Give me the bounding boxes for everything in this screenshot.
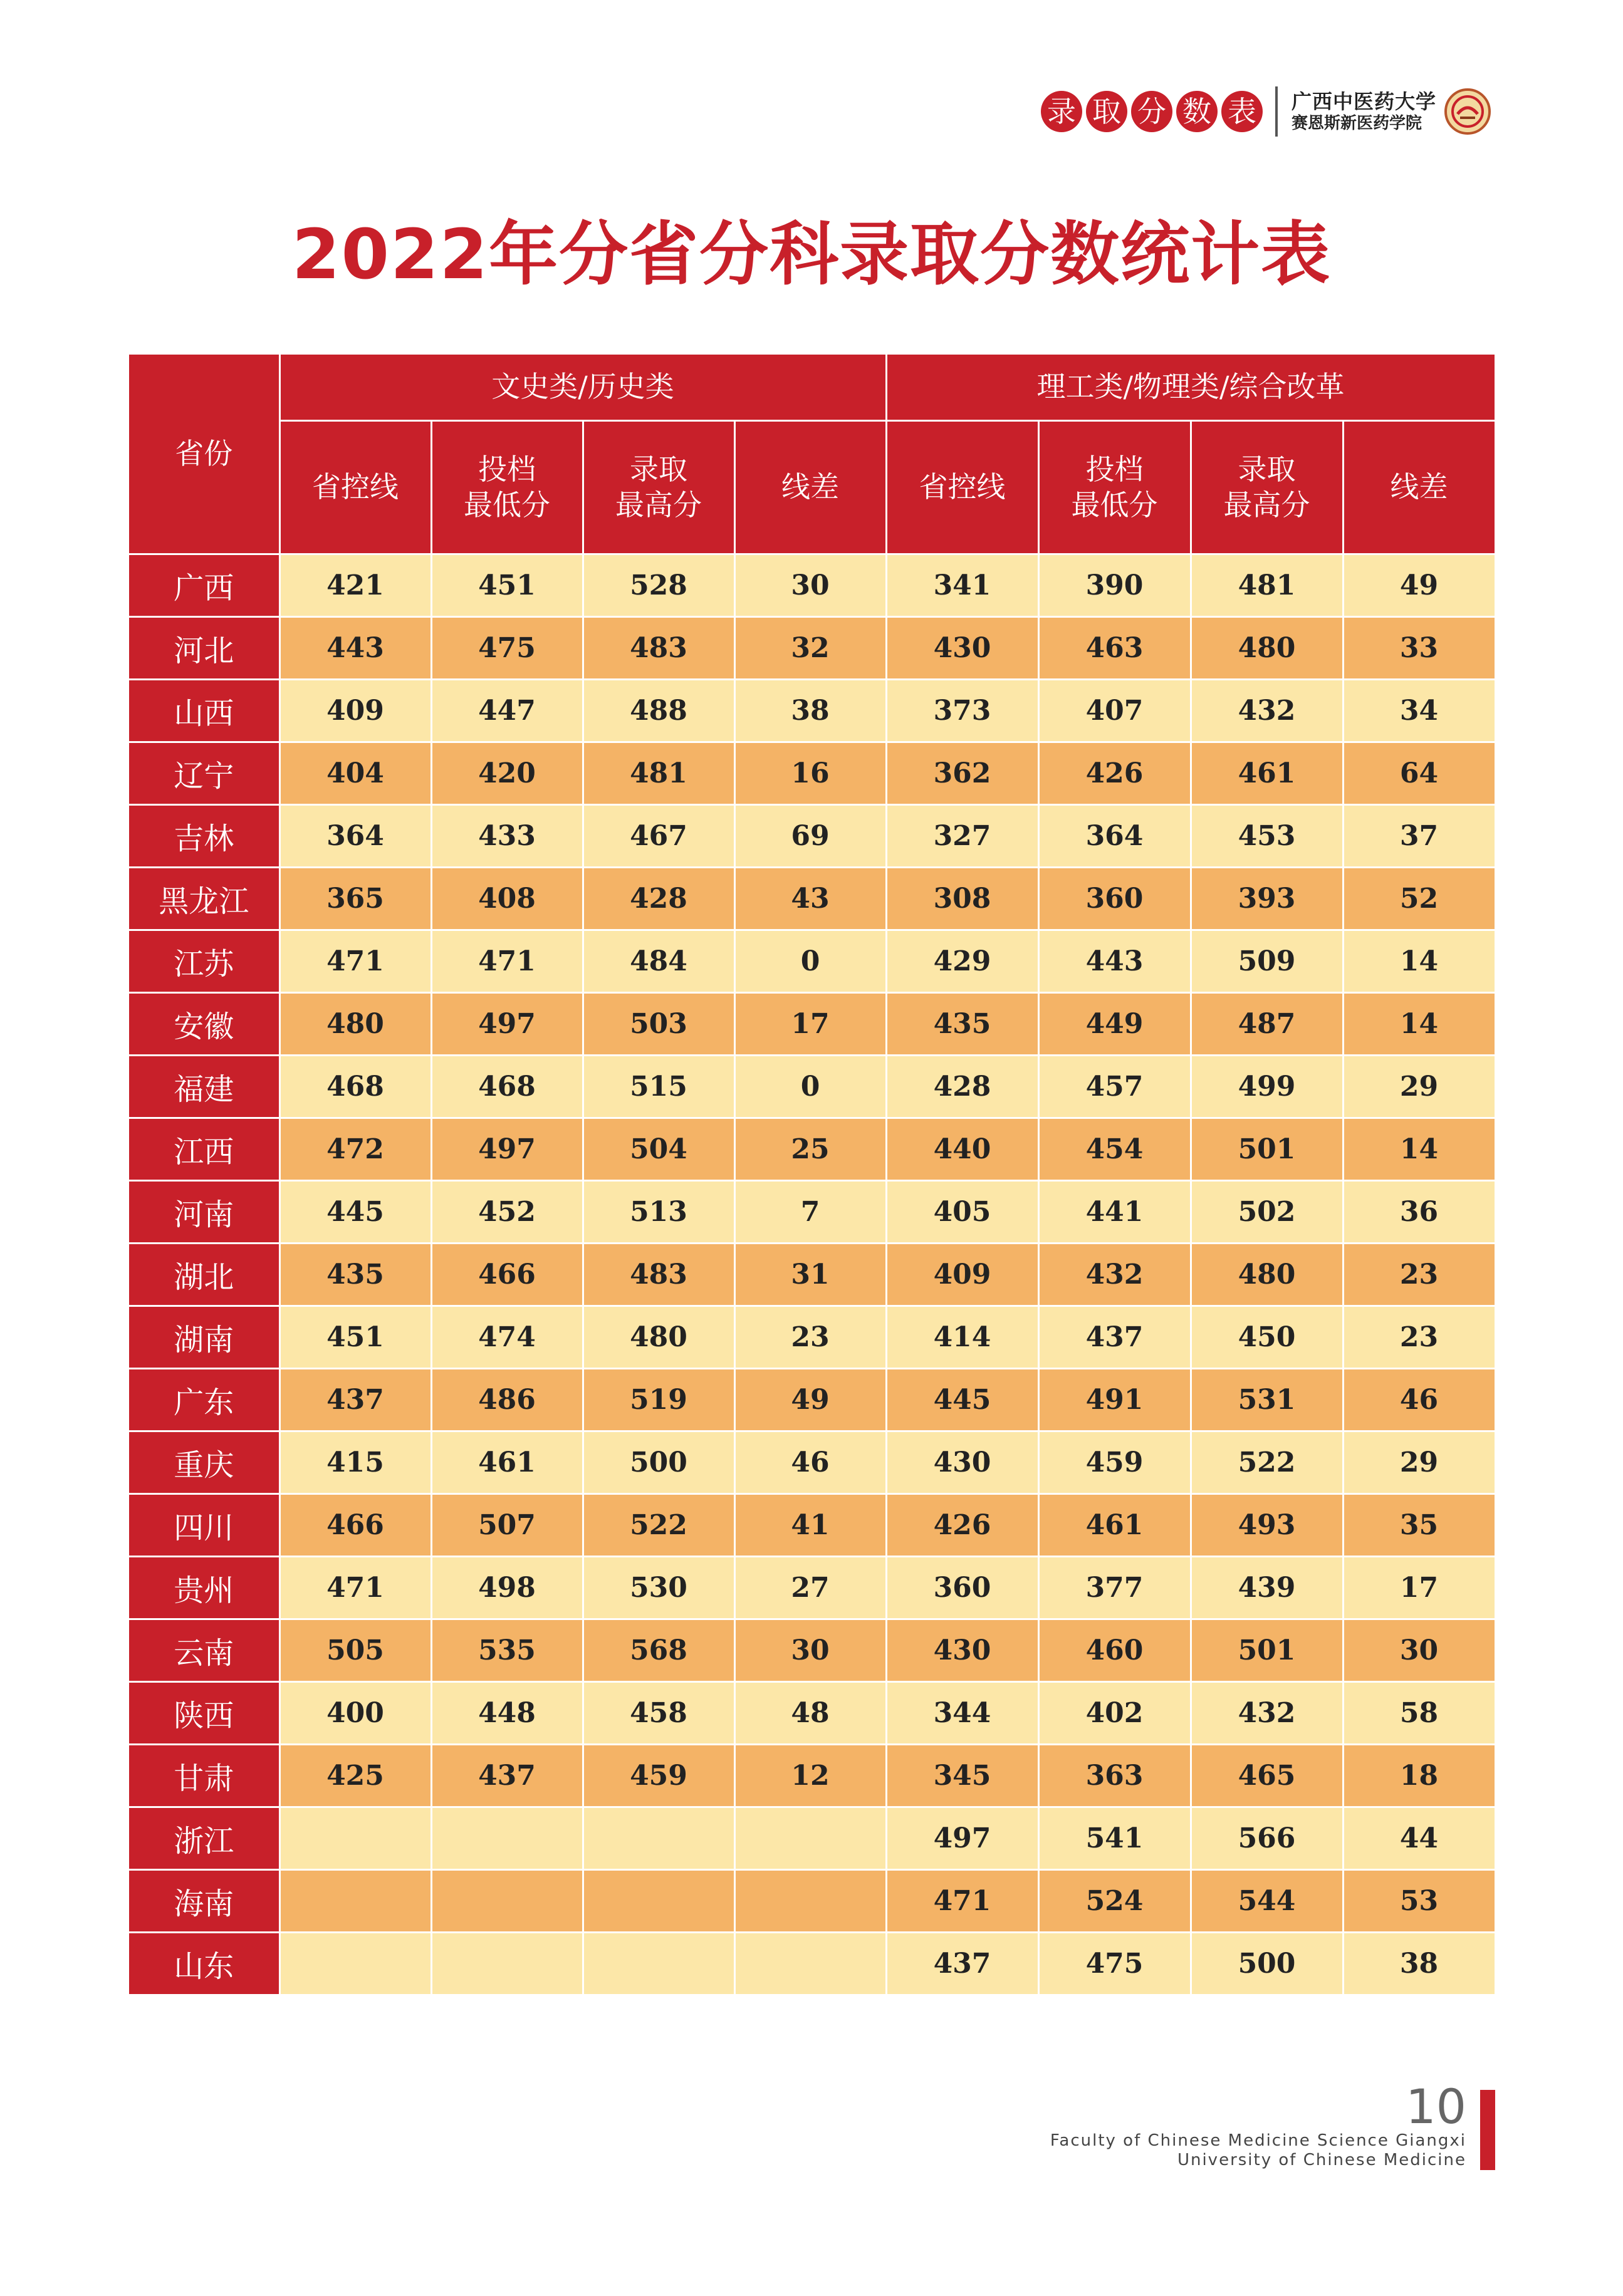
- subheader-max-score: 录取 最高分: [1191, 421, 1343, 554]
- score-cell: 480: [583, 1306, 734, 1369]
- score-cell: 461: [431, 1431, 583, 1494]
- table-row: [129, 1431, 1495, 1494]
- score-cell: 509: [1191, 930, 1343, 993]
- score-cell: 16: [734, 742, 886, 805]
- table-row: [129, 868, 1495, 930]
- province-cell: 甘肃: [129, 1745, 279, 1807]
- score-cell: 404: [279, 742, 431, 805]
- table-row: [129, 554, 1495, 617]
- score-cell: 437: [886, 1933, 1038, 1995]
- score-cell: 360: [1038, 868, 1191, 930]
- score-cell: [279, 1807, 431, 1870]
- group-header-liberal-arts: 文史类/历史类: [279, 355, 886, 421]
- score-cell: 497: [431, 993, 583, 1056]
- province-cell: 重庆: [129, 1431, 279, 1494]
- score-cell: 497: [431, 1118, 583, 1181]
- score-cell: 450: [1191, 1306, 1343, 1369]
- group-header-science: 理工类/物理类/综合改革: [886, 355, 1495, 421]
- score-cell: 465: [1191, 1745, 1343, 1807]
- score-cell: 471: [886, 1870, 1038, 1933]
- table-row: [129, 805, 1495, 868]
- score-cell: [734, 1807, 886, 1870]
- score-cell: 459: [1038, 1431, 1191, 1494]
- score-cell: [279, 1870, 431, 1933]
- score-cell: 522: [1191, 1431, 1343, 1494]
- score-cell: 327: [886, 805, 1038, 868]
- score-cell: 568: [583, 1619, 734, 1682]
- subheader-min-score: 投档 最低分: [431, 421, 583, 554]
- score-cell: 58: [1343, 1682, 1495, 1745]
- subheader-line-gap: 线差: [734, 421, 886, 554]
- score-cell: [431, 1933, 583, 1995]
- score-cell: 14: [1343, 930, 1495, 993]
- score-cell: 365: [279, 868, 431, 930]
- college-emblem-icon: [1444, 88, 1491, 135]
- score-cell: 408: [431, 868, 583, 930]
- badge-char: 数: [1176, 91, 1218, 132]
- score-cell: 31: [734, 1244, 886, 1306]
- score-cell: 17: [734, 993, 886, 1056]
- badge-char: 录: [1041, 91, 1082, 132]
- school-name-line2: 赛恩斯新医药学院: [1291, 113, 1422, 133]
- score-cell: 503: [583, 993, 734, 1056]
- score-cell: 36: [1343, 1181, 1495, 1244]
- score-cell: 471: [431, 930, 583, 993]
- score-cell: 449: [1038, 993, 1191, 1056]
- score-cell: 426: [1038, 742, 1191, 805]
- score-cell: [734, 1870, 886, 1933]
- score-cell: 471: [279, 930, 431, 993]
- score-cell: 480: [279, 993, 431, 1056]
- score-cell: 437: [431, 1745, 583, 1807]
- score-cell: 483: [583, 617, 734, 680]
- province-cell: 四川: [129, 1494, 279, 1557]
- table-row: [129, 1619, 1495, 1682]
- score-cell: 344: [886, 1682, 1038, 1745]
- score-cell: 486: [431, 1369, 583, 1431]
- score-cell: 409: [279, 680, 431, 742]
- score-cell: 400: [279, 1682, 431, 1745]
- score-cell: 439: [1191, 1557, 1343, 1619]
- score-cell: 30: [734, 1619, 886, 1682]
- score-cell: [583, 1870, 734, 1933]
- score-cell: 475: [1038, 1933, 1191, 1995]
- page-header: [1041, 80, 1491, 143]
- table-row: [129, 1181, 1495, 1244]
- table-row: [129, 1807, 1495, 1870]
- score-cell: 451: [279, 1306, 431, 1369]
- province-cell: 湖南: [129, 1306, 279, 1369]
- score-cell: 432: [1191, 680, 1343, 742]
- province-cell: 海南: [129, 1870, 279, 1933]
- score-cell: 32: [734, 617, 886, 680]
- score-cell: 443: [1038, 930, 1191, 993]
- table-row: [129, 1870, 1495, 1933]
- score-cell: 498: [431, 1557, 583, 1619]
- province-cell: 云南: [129, 1619, 279, 1682]
- badge-char: 表: [1221, 91, 1263, 132]
- score-cell: 37: [1343, 805, 1495, 868]
- score-cell: 364: [279, 805, 431, 868]
- score-cell: 341: [886, 554, 1038, 617]
- score-cell: 447: [431, 680, 583, 742]
- table-row: [129, 1056, 1495, 1118]
- score-cell: 373: [886, 680, 1038, 742]
- score-cell: 480: [1191, 1244, 1343, 1306]
- score-cell: 441: [1038, 1181, 1191, 1244]
- score-cell: 451: [431, 554, 583, 617]
- score-cell: 468: [279, 1056, 431, 1118]
- table-row: [129, 1306, 1495, 1369]
- score-cell: 530: [583, 1557, 734, 1619]
- score-cell: 461: [1191, 742, 1343, 805]
- score-cell: 488: [583, 680, 734, 742]
- score-cell: 432: [1038, 1244, 1191, 1306]
- score-cell: [431, 1870, 583, 1933]
- score-cell: 414: [886, 1306, 1038, 1369]
- score-cell: 29: [1343, 1431, 1495, 1494]
- score-cell: 519: [583, 1369, 734, 1431]
- score-cell: 440: [886, 1118, 1038, 1181]
- province-cell: 湖北: [129, 1244, 279, 1306]
- table-row: [129, 930, 1495, 993]
- score-cell: 308: [886, 868, 1038, 930]
- score-cell: 430: [886, 1619, 1038, 1682]
- score-cell: [734, 1933, 886, 1995]
- footer-line1: Faculty of Chinese Medicine Science Giangxi: [1050, 2131, 1466, 2150]
- score-cell: 30: [1343, 1619, 1495, 1682]
- table-row: [129, 1118, 1495, 1181]
- score-cell: 472: [279, 1118, 431, 1181]
- score-cell: 38: [1343, 1933, 1495, 1995]
- score-cell: 437: [279, 1369, 431, 1431]
- score-cell: 409: [886, 1244, 1038, 1306]
- score-cell: 46: [1343, 1369, 1495, 1431]
- score-cell: 27: [734, 1557, 886, 1619]
- score-cell: 481: [1191, 554, 1343, 617]
- table-row: [129, 680, 1495, 742]
- score-cell: 466: [279, 1494, 431, 1557]
- score-cell: 500: [1191, 1933, 1343, 1995]
- score-cell: 458: [583, 1682, 734, 1745]
- score-cell: 493: [1191, 1494, 1343, 1557]
- score-cell: 544: [1191, 1870, 1343, 1933]
- score-cell: 428: [583, 868, 734, 930]
- score-cell: 432: [1191, 1682, 1343, 1745]
- table-row: [129, 1369, 1495, 1431]
- province-cell: 山东: [129, 1933, 279, 1995]
- score-cell: 445: [279, 1181, 431, 1244]
- subheader-min-score: 投档 最低分: [1038, 421, 1191, 554]
- page-title: 2022年分省分科录取分数统计表: [291, 214, 1332, 294]
- score-cell: 425: [279, 1745, 431, 1807]
- score-cell: 437: [1038, 1306, 1191, 1369]
- province-cell: 吉林: [129, 805, 279, 868]
- province-cell: 广西: [129, 554, 279, 617]
- score-cell: [431, 1807, 583, 1870]
- subheader-max-score: 录取 最高分: [583, 421, 734, 554]
- score-cell: 480: [1191, 617, 1343, 680]
- score-cell: 23: [734, 1306, 886, 1369]
- score-cell: 0: [734, 930, 886, 993]
- score-cell: 522: [583, 1494, 734, 1557]
- score-cell: 421: [279, 554, 431, 617]
- score-cell: 499: [1191, 1056, 1343, 1118]
- score-cell: 0: [734, 1056, 886, 1118]
- score-cell: 14: [1343, 993, 1495, 1056]
- score-cell: 49: [734, 1369, 886, 1431]
- score-cell: 513: [583, 1181, 734, 1244]
- score-cell: 481: [583, 742, 734, 805]
- score-cell: 428: [886, 1056, 1038, 1118]
- score-cell: 461: [1038, 1494, 1191, 1557]
- table-row: [129, 1745, 1495, 1807]
- score-cell: 23: [1343, 1244, 1495, 1306]
- score-cell: 415: [279, 1431, 431, 1494]
- score-cell: 500: [583, 1431, 734, 1494]
- school-name: [1292, 90, 1436, 133]
- score-cell: 430: [886, 1431, 1038, 1494]
- score-cell: 41: [734, 1494, 886, 1557]
- header-divider: [1275, 86, 1278, 137]
- score-cell: 23: [1343, 1306, 1495, 1369]
- score-cell: 363: [1038, 1745, 1191, 1807]
- subheader-line-gap: 线差: [1343, 421, 1495, 554]
- score-cell: 474: [431, 1306, 583, 1369]
- score-cell: 402: [1038, 1682, 1191, 1745]
- province-cell: 江苏: [129, 930, 279, 993]
- score-cell: 535: [431, 1619, 583, 1682]
- province-cell: 黑龙江: [129, 868, 279, 930]
- score-cell: 475: [431, 617, 583, 680]
- score-cell: 52: [1343, 868, 1495, 930]
- province-header: 省份: [129, 355, 279, 554]
- score-cell: 17: [1343, 1557, 1495, 1619]
- score-cell: 46: [734, 1431, 886, 1494]
- province-cell: 江西: [129, 1118, 279, 1181]
- score-cell: 505: [279, 1619, 431, 1682]
- score-cell: 426: [886, 1494, 1038, 1557]
- score-cell: 491: [1038, 1369, 1191, 1431]
- province-cell: 陕西: [129, 1682, 279, 1745]
- table-row: [129, 993, 1495, 1056]
- score-cell: 452: [431, 1181, 583, 1244]
- score-cell: 390: [1038, 554, 1191, 617]
- page-number: 10: [1406, 2079, 1466, 2134]
- subheader-control-line: 省控线: [886, 421, 1038, 554]
- score-cell: 435: [886, 993, 1038, 1056]
- score-cell: 362: [886, 742, 1038, 805]
- subheader-control-line: 省控线: [279, 421, 431, 554]
- score-cell: 429: [886, 930, 1038, 993]
- score-cell: 430: [886, 617, 1038, 680]
- table-row: [129, 1682, 1495, 1745]
- score-cell: 48: [734, 1682, 886, 1745]
- score-cell: 433: [431, 805, 583, 868]
- footer-faculty-text: [940, 2131, 1466, 2170]
- score-cell: 407: [1038, 680, 1191, 742]
- score-cell: 33: [1343, 617, 1495, 680]
- score-cell: 405: [886, 1181, 1038, 1244]
- score-cell: 44: [1343, 1807, 1495, 1870]
- score-cell: 484: [583, 930, 734, 993]
- score-cell: 18: [1343, 1745, 1495, 1807]
- score-cell: 454: [1038, 1118, 1191, 1181]
- score-cell: 531: [1191, 1369, 1343, 1431]
- score-cell: 445: [886, 1369, 1038, 1431]
- admission-score-table: [129, 355, 1495, 1996]
- score-cell: 460: [1038, 1619, 1191, 1682]
- score-cell: 467: [583, 805, 734, 868]
- province-cell: 广东: [129, 1369, 279, 1431]
- score-cell: 30: [734, 554, 886, 617]
- score-cell: 497: [886, 1807, 1038, 1870]
- score-cell: 377: [1038, 1557, 1191, 1619]
- score-cell: 448: [431, 1682, 583, 1745]
- table-row: [129, 1244, 1495, 1306]
- score-cell: 471: [279, 1557, 431, 1619]
- score-cell: 483: [583, 1244, 734, 1306]
- footer-line2: University of Chinese Medicine: [1177, 2151, 1466, 2170]
- province-cell: 辽宁: [129, 742, 279, 805]
- score-cell: 463: [1038, 617, 1191, 680]
- badge-char: 分: [1131, 91, 1172, 132]
- score-cell: 502: [1191, 1181, 1343, 1244]
- score-cell: 38: [734, 680, 886, 742]
- score-cell: 12: [734, 1745, 886, 1807]
- score-cell: 345: [886, 1745, 1038, 1807]
- school-name-line1: 广西中医药大学: [1291, 90, 1436, 114]
- score-cell: 466: [431, 1244, 583, 1306]
- score-cell: [279, 1933, 431, 1995]
- score-cell: 504: [583, 1118, 734, 1181]
- score-cell: 420: [431, 742, 583, 805]
- score-cell: 501: [1191, 1619, 1343, 1682]
- score-cell: 528: [583, 554, 734, 617]
- province-cell: 福建: [129, 1056, 279, 1118]
- table-row: [129, 1494, 1495, 1557]
- score-cell: 453: [1191, 805, 1343, 868]
- score-cell: 507: [431, 1494, 583, 1557]
- score-cell: 443: [279, 617, 431, 680]
- table-row: [129, 742, 1495, 805]
- province-cell: 贵州: [129, 1557, 279, 1619]
- province-cell: 浙江: [129, 1807, 279, 1870]
- table-row: [129, 617, 1495, 680]
- score-cell: 364: [1038, 805, 1191, 868]
- score-cell: 487: [1191, 993, 1343, 1056]
- score-cell: 501: [1191, 1118, 1343, 1181]
- score-cell: 7: [734, 1181, 886, 1244]
- score-cell: 35: [1343, 1494, 1495, 1557]
- province-cell: 安徽: [129, 993, 279, 1056]
- score-cell: 49: [1343, 554, 1495, 617]
- province-cell: 山西: [129, 680, 279, 742]
- score-cell: 515: [583, 1056, 734, 1118]
- score-cell: 25: [734, 1118, 886, 1181]
- score-cell: [583, 1933, 734, 1995]
- score-cell: 34: [1343, 680, 1495, 742]
- badge-char: 取: [1086, 91, 1127, 132]
- table-row: [129, 1933, 1495, 1995]
- score-cell: 29: [1343, 1056, 1495, 1118]
- score-cell: 541: [1038, 1807, 1191, 1870]
- footer-accent-bar: [1480, 2090, 1495, 2170]
- province-cell: 河北: [129, 617, 279, 680]
- score-cell: 393: [1191, 868, 1343, 930]
- score-cell: 459: [583, 1745, 734, 1807]
- section-badge: [1041, 91, 1263, 132]
- score-cell: 53: [1343, 1870, 1495, 1933]
- province-cell: 河南: [129, 1181, 279, 1244]
- score-cell: 457: [1038, 1056, 1191, 1118]
- score-cell: [583, 1807, 734, 1870]
- score-cell: 360: [886, 1557, 1038, 1619]
- score-cell: 524: [1038, 1870, 1191, 1933]
- score-cell: 566: [1191, 1807, 1343, 1870]
- score-cell: 69: [734, 805, 886, 868]
- table-row: [129, 1557, 1495, 1619]
- score-cell: 468: [431, 1056, 583, 1118]
- score-cell: 64: [1343, 742, 1495, 805]
- score-cell: 43: [734, 868, 886, 930]
- score-cell: 435: [279, 1244, 431, 1306]
- score-cell: 14: [1343, 1118, 1495, 1181]
